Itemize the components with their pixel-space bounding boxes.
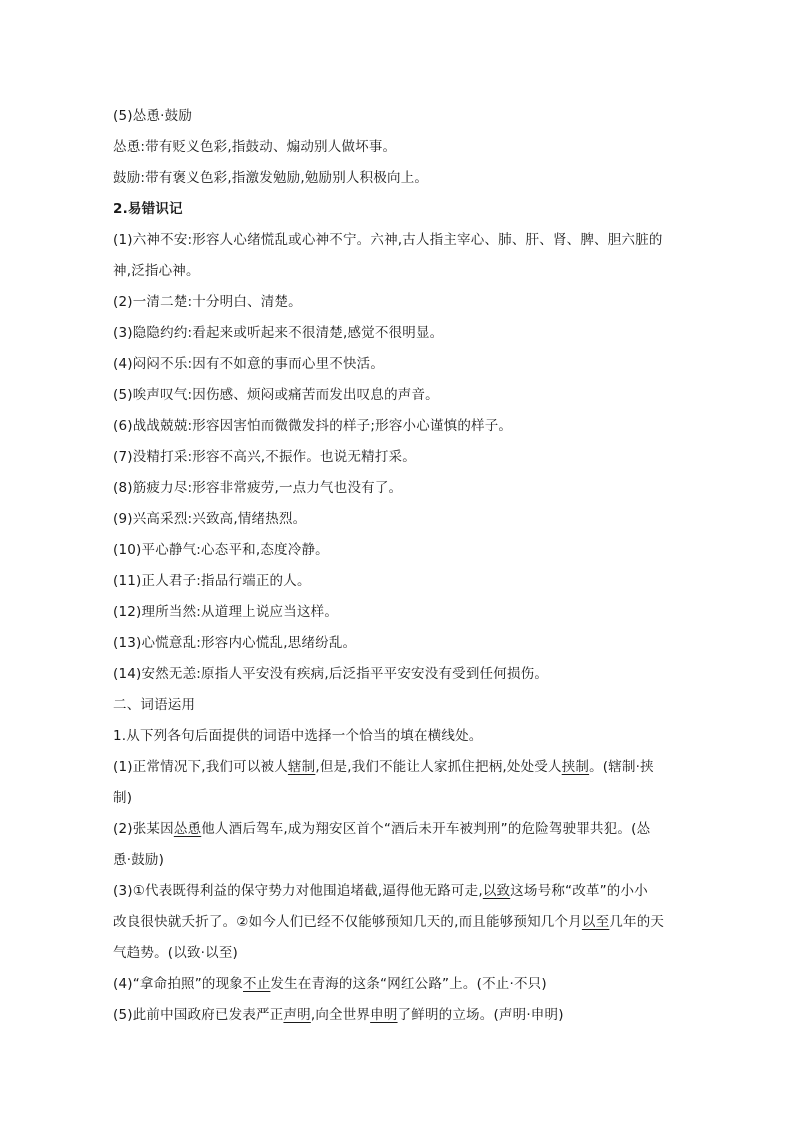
- idiom-item: (14)安然无恙:原指人平安没有疾病,后泛指平平安安没有受到任何损伤。: [113, 666, 549, 682]
- item5-title: (5)怂恿·鼓励: [113, 108, 193, 124]
- idiom-item: (6)战战兢兢:形容因害怕而微微发抖的样子;形容小心谨慎的样子。: [113, 418, 513, 434]
- item5-definition-2: 鼓励:带有褒义色彩,指激发勉励,勉励别人积极向上。: [113, 170, 429, 186]
- exercise-instruction: 1.从下列各句后面提供的词语中选择一个恰当的填在横线处。: [113, 728, 483, 744]
- idiom-item: (13)心慌意乱:形容内心慌乱,思绪纷乱。: [113, 635, 357, 651]
- question-1-line-2: 制): [113, 790, 133, 806]
- answer-blank: 以致: [482, 883, 511, 899]
- question-3-line-2: 改良很快就夭折了。②如今人们已经不仅能够预知几天的,而且能够预知几个月以至几年的天: [113, 914, 665, 930]
- idiom-item: (9)兴高采烈:兴致高,情绪热烈。: [113, 511, 307, 527]
- idiom-item: (8)筋疲力尽:形容非常疲劳,一点力气也没有了。: [113, 480, 403, 496]
- idiom-item: (10)平心静气:心态平和,态度冷静。: [113, 542, 329, 558]
- idiom-item: (5)唉声叹气:因伤感、烦闷或痛苦而发出叹息的声音。: [113, 387, 439, 403]
- question-2-line-2: 恿·鼓励): [113, 852, 165, 868]
- idiom-item: (3)隐隐约约:看起来或听起来不很清楚,感觉不很明显。: [113, 325, 444, 341]
- idiom-item: (7)没精打采:形容不高兴,不振作。也说无精打采。: [113, 449, 416, 465]
- question-3-line-1: (3)①代表既得利益的保守势力对他围追堵截,逼得他无路可走,以致这场号称“改革”的小小: [113, 883, 648, 899]
- idiom-item: (1)六神不安:形容人心绪慌乱或心神不宁。六神,古人指主宰心、肺、肝、肾、脾、胆六脏的: [113, 232, 663, 248]
- section-heading-error-prone: 2.易错识记: [113, 201, 183, 217]
- answer-blank: 声明: [283, 1007, 311, 1023]
- document-body: [113, 101, 693, 1031]
- answer-blank: 辖制: [287, 759, 316, 775]
- idiom-item: (11)正人君子:指品行端正的人。: [113, 573, 311, 589]
- item5-definition-1: 怂恿:带有贬义色彩,指鼓动、煽动别人做坏事。: [113, 139, 397, 155]
- section-heading-word-usage: 二、词语运用: [113, 697, 196, 713]
- question-2-line-1: (2)张某因怂恿他人酒后驾车,成为翔安区首个“酒后未开车被判刑”的危险驾驶罪共犯。(怂: [113, 821, 651, 837]
- answer-blank: 以至: [581, 914, 610, 930]
- idiom-item: (4)闷闷不乐:因有不如意的事而心里不快活。: [113, 356, 385, 372]
- idiom-item: (12)理所当然:从道理上说应当这样。: [113, 604, 339, 620]
- idiom-item: (2)一清二楚:十分明白、清楚。: [113, 294, 302, 310]
- answer-blank: 申明: [370, 1007, 398, 1023]
- idiom-item: 神,泛指心神。: [113, 263, 200, 279]
- answer-blank: 怂恿: [173, 821, 202, 837]
- question-5: (5)此前中国政府已发表严正声明,向全世界申明了鲜明的立场。(声明·申明): [113, 1007, 564, 1023]
- answer-blank: 不止: [243, 976, 271, 992]
- question-3-line-3: 气趋势。(以致·以至): [113, 945, 239, 961]
- question-1-line-1: (1)正常情况下,我们可以被人辖制,但是,我们不能让人家抓住把柄,处处受人挟制。(辖制·挟: [113, 759, 654, 775]
- question-4: (4)“拿命拍照”的现象不止发生在青海的这条“网红公路”上。(不止·不只): [113, 976, 547, 992]
- answer-blank: 挟制: [561, 759, 590, 775]
